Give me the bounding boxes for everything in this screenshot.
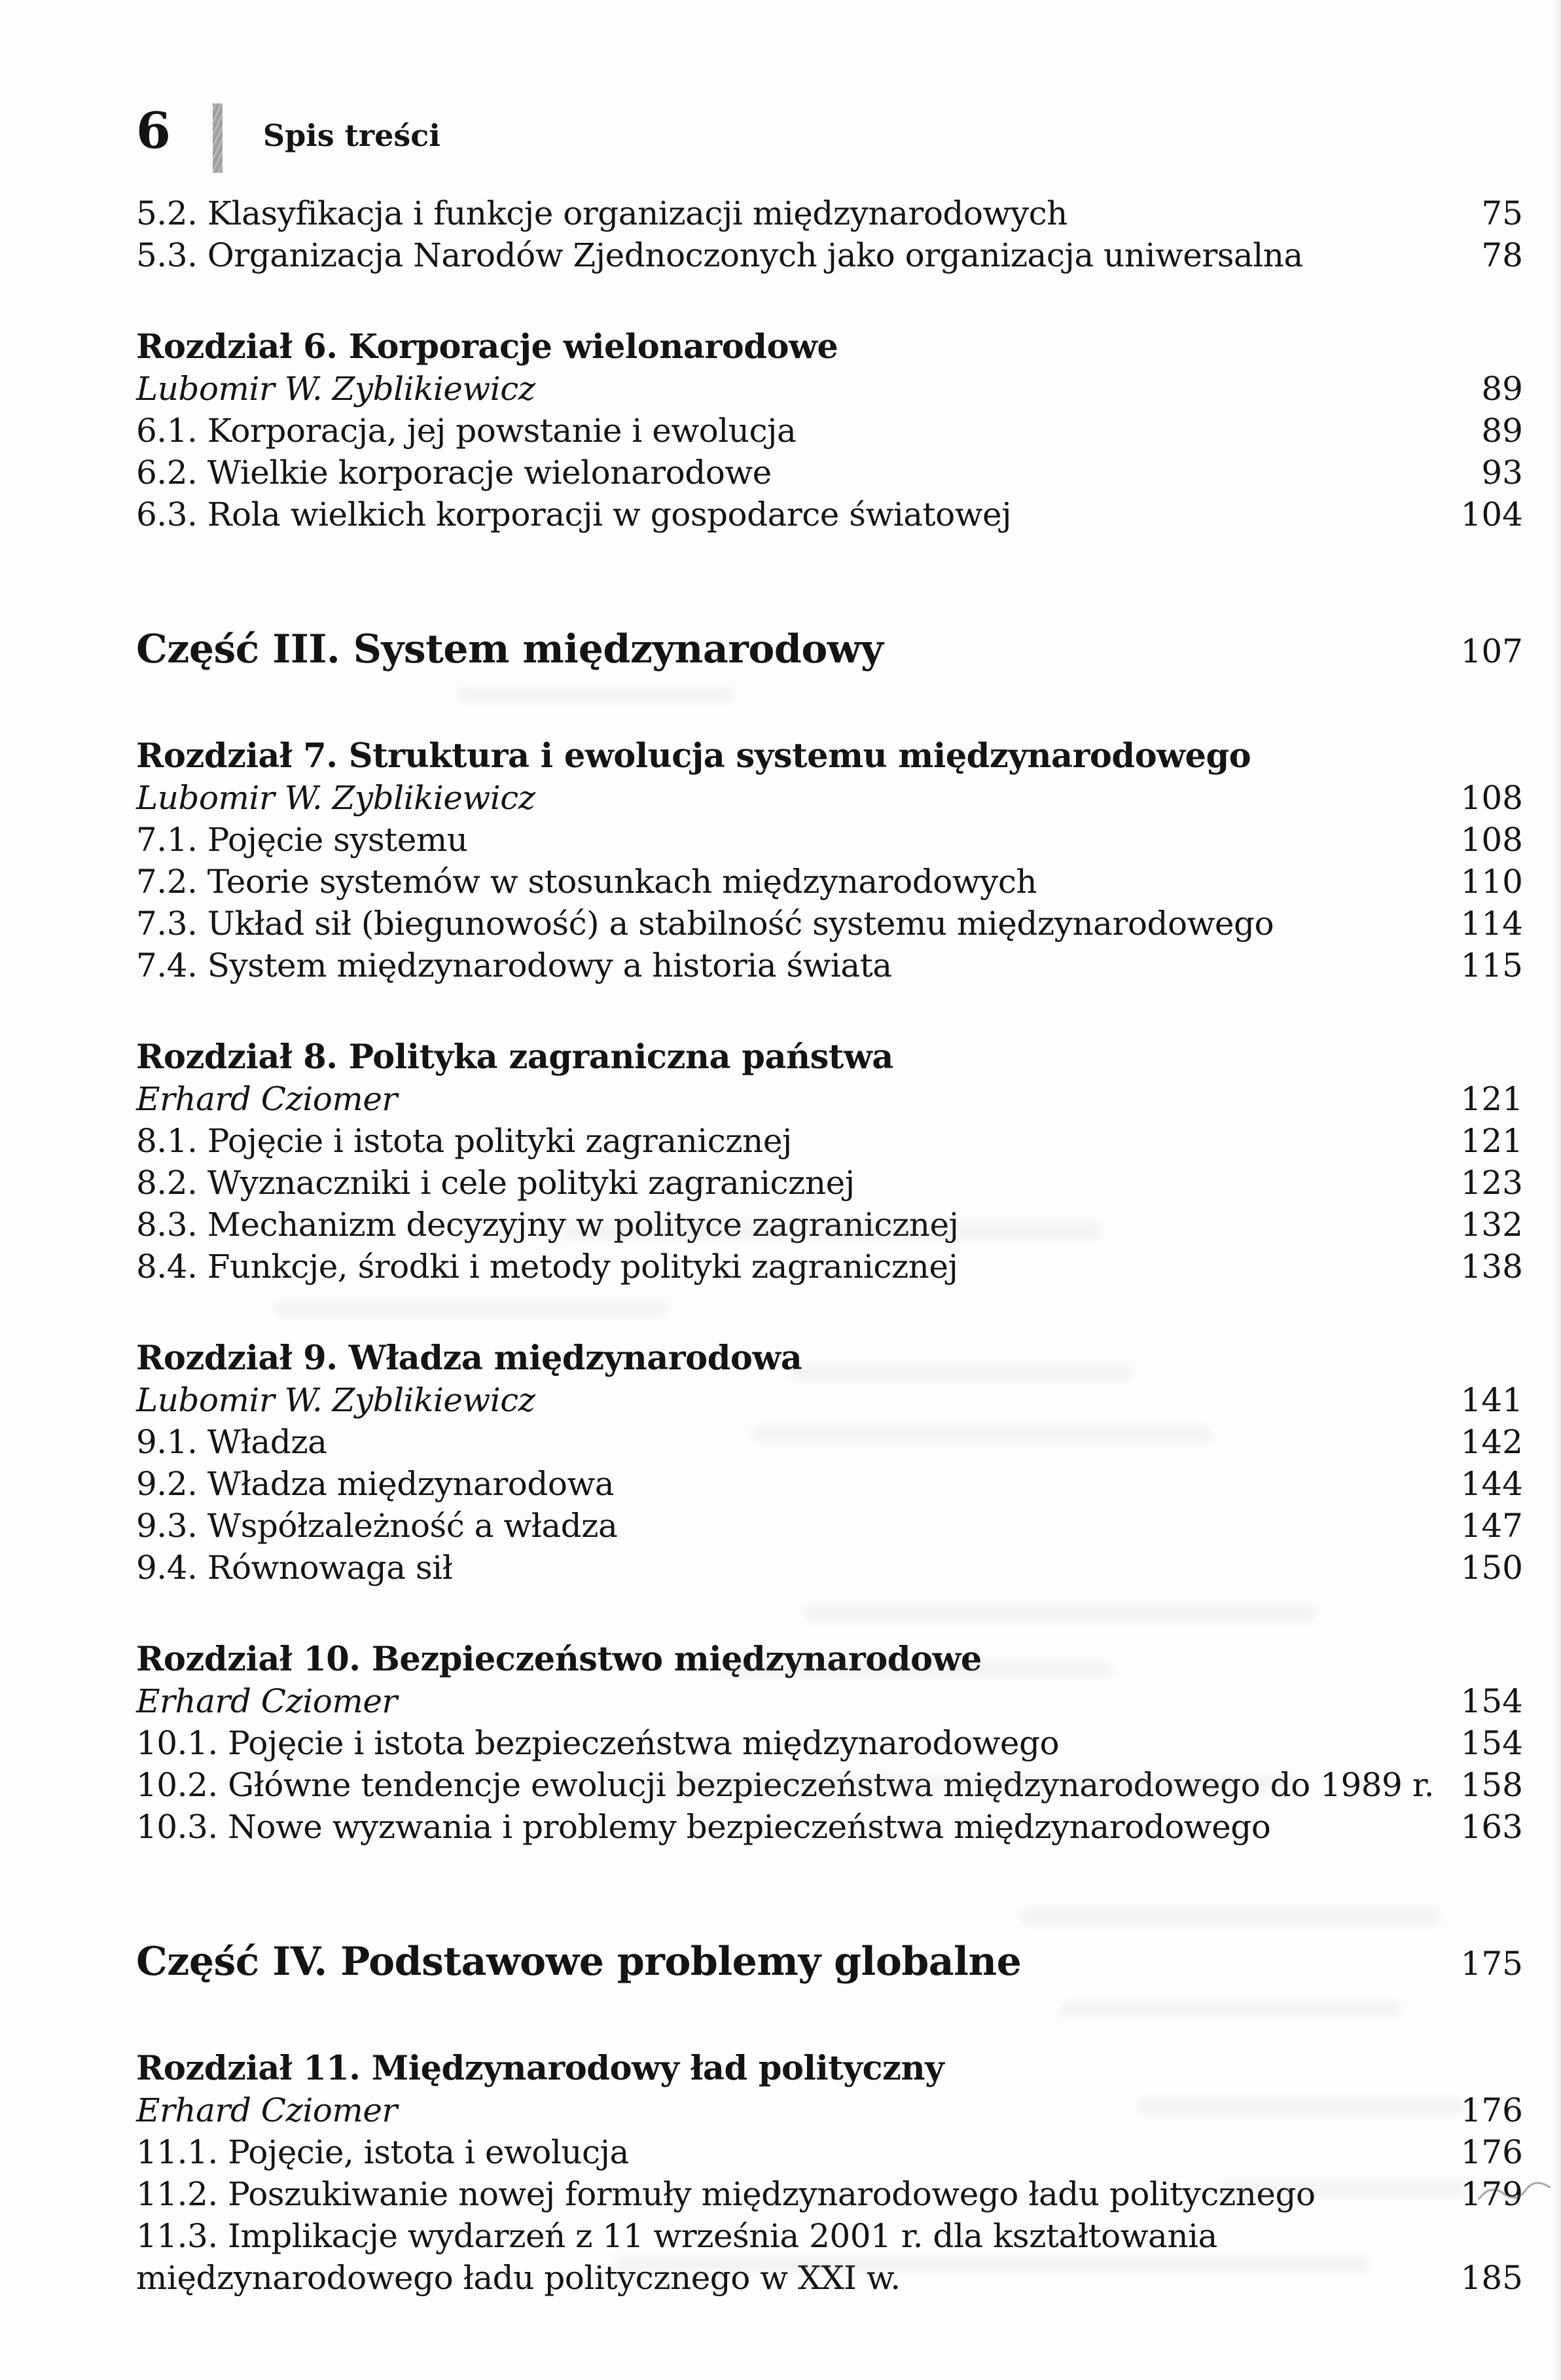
- toc-entry: [136, 1204, 1523, 1246]
- toc-entry-label: międzynarodowego ładu politycznego w XXI w.: [136, 2259, 901, 2297]
- toc-entry-label: 11.3. Implikacje wydarzeń z 11 września 2001 r. dla kształtowania: [136, 2217, 1217, 2255]
- page-ref: 121: [1460, 1122, 1523, 1160]
- toc-part-heading-label: Część III. System międzynarodowy: [136, 626, 884, 672]
- page-ref: 78: [1481, 236, 1523, 274]
- toc-entry-label: 5.3. Organizacja Narodów Zjednoczonych jako organizacja uniwersalna: [136, 236, 1303, 274]
- toc-chapter-heading: [136, 1036, 1523, 1078]
- toc-chapter-heading: [136, 1337, 1523, 1379]
- toc-author: [136, 2089, 1523, 2131]
- toc-entry: [136, 452, 1523, 494]
- toc-entry-label: 11.1. Pojęcie, istota i ewolucja: [136, 2133, 629, 2171]
- toc-entry: [136, 2215, 1523, 2257]
- toc-entry-label: 8.3. Mechanizm decyzyjny w polityce zagranicznej: [136, 1206, 959, 1244]
- header-divider-bar: [213, 103, 223, 173]
- page-ref: 154: [1460, 1682, 1523, 1720]
- page-ref: 158: [1460, 1766, 1523, 1804]
- toc-entry: [136, 192, 1523, 234]
- toc-entry: [136, 1246, 1523, 1288]
- toc-entry: [136, 1722, 1523, 1764]
- toc-entry: [136, 410, 1523, 452]
- toc-entry-label: 7.3. Układ sił (biegunowość) a stabilność systemu międzynarodowego: [136, 905, 1274, 943]
- toc-chapter-heading: [136, 735, 1523, 777]
- page-ref: 163: [1460, 1808, 1523, 1846]
- scan-edge-shadow: [1553, 0, 1561, 2380]
- toc-entry: [136, 1463, 1523, 1505]
- page-title: Spis treści: [262, 118, 440, 153]
- page-ref: 104: [1460, 496, 1523, 533]
- page-ref: 93: [1481, 454, 1523, 492]
- toc-entry: [136, 945, 1523, 986]
- toc-chapter-heading: [136, 326, 1523, 368]
- toc-entry-label: 6.3. Rola wielkich korporacji w gospodarce światowej: [136, 496, 1012, 533]
- toc-author-label: Lubomir W. Zyblikiewicz: [136, 370, 535, 408]
- page-ref: 150: [1460, 1549, 1523, 1587]
- toc-entry: [136, 2173, 1523, 2215]
- toc-chapter-heading-label: Rozdział 11. Międzynarodowy ład polityczny: [136, 2049, 944, 2088]
- page-ref: 185: [1460, 2259, 1523, 2297]
- toc-author: [136, 777, 1523, 819]
- toc-chapter-heading: [136, 2047, 1523, 2089]
- toc-chapter-heading-label: Rozdział 7. Struktura i ewolucja systemu międzynarodowego: [136, 736, 1251, 776]
- toc-entry-label: 10.1. Pojęcie i istota bezpieczeństwa międzynarodowego: [136, 1724, 1060, 1762]
- toc-entry-label: 10.3. Nowe wyzwania i problemy bezpieczeństwa międzynarodowego: [136, 1808, 1271, 1846]
- toc-part-heading: [136, 624, 1523, 676]
- page-ref: 176: [1460, 2133, 1523, 2171]
- toc-entry: [136, 234, 1523, 276]
- toc-entry-label: 9.1. Władza: [136, 1423, 327, 1461]
- toc-author: [136, 1680, 1523, 1722]
- page-ref: 138: [1460, 1248, 1523, 1286]
- page-ref: 121: [1460, 1080, 1523, 1118]
- toc-entry-label: 9.3. Współzależność a władza: [136, 1507, 618, 1545]
- page-ref: 110: [1460, 863, 1523, 901]
- toc-entry-label: 11.2. Poszukiwanie nowej formuły międzynarodowego ładu politycznego: [136, 2175, 1316, 2213]
- page-ref: 108: [1460, 821, 1523, 859]
- page-ref: 107: [1460, 632, 1523, 670]
- page-ref: 89: [1481, 412, 1523, 450]
- page-ref: 142: [1460, 1423, 1523, 1461]
- toc-chapter-heading-label: Rozdział 9. Władza międzynarodowa: [136, 1339, 802, 1378]
- toc-entry-label: 7.2. Teorie systemów w stosunkach międzynarodowych: [136, 863, 1037, 901]
- page-number: 6: [136, 101, 171, 160]
- page-ref: 115: [1460, 947, 1523, 984]
- toc-author: [136, 1078, 1523, 1120]
- toc-part-heading: [136, 1937, 1523, 1989]
- toc-entry: [136, 494, 1523, 535]
- toc-entry-label: 7.1. Pojęcie systemu: [136, 821, 468, 859]
- toc-entry: [136, 1547, 1523, 1589]
- toc-entry-label: 9.2. Władza międzynarodowa: [136, 1465, 615, 1503]
- toc-entry: [136, 1162, 1523, 1204]
- toc-entry-label: 5.2. Klasyfikacja i funkcje organizacji międzynarodowych: [136, 194, 1068, 232]
- toc-entry: [136, 1806, 1523, 1848]
- toc-part-heading-label: Część IV. Podstawowe problemy globalne: [136, 1939, 1022, 1985]
- toc-entry: [136, 819, 1523, 861]
- page-ref: 89: [1481, 370, 1523, 408]
- page-ref: 147: [1460, 1507, 1523, 1545]
- toc-author-label: Lubomir W. Zyblikiewicz: [136, 779, 535, 817]
- toc-chapter-heading: [136, 1638, 1523, 1680]
- page-ref: 176: [1460, 2091, 1523, 2129]
- toc-entry: [136, 903, 1523, 945]
- toc-entry: [136, 1120, 1523, 1162]
- page-header: [136, 103, 1523, 173]
- toc-entry: [136, 1764, 1523, 1806]
- pencil-mark-artifact: [1476, 2180, 1554, 2206]
- page-ref: 154: [1460, 1724, 1523, 1762]
- toc-entry-label: 8.2. Wyznaczniki i cele polityki zagranicznej: [136, 1164, 855, 1202]
- toc-entry-label: 7.4. System międzynarodowy a historia świata: [136, 947, 892, 984]
- toc-author: [136, 1379, 1523, 1421]
- toc-list: [136, 192, 1523, 2299]
- page-ref: 114: [1460, 905, 1523, 943]
- toc-entry-label: 6.1. Korporacja, jej powstanie i ewolucja: [136, 412, 797, 450]
- toc-chapter-heading-label: Rozdział 6. Korporacje wielonarodowe: [136, 327, 838, 367]
- page-ref: 75: [1481, 194, 1523, 232]
- toc-author-label: Lubomir W. Zyblikiewicz: [136, 1381, 535, 1419]
- page-ref: 108: [1460, 779, 1523, 817]
- toc-author-label: Erhard Cziomer: [136, 1080, 397, 1118]
- toc-chapter-heading-label: Rozdział 8. Polityka zagraniczna państwa: [136, 1037, 893, 1077]
- toc-entry: [136, 1421, 1523, 1463]
- page-ref: 123: [1460, 1164, 1523, 1202]
- toc-author-label: Erhard Cziomer: [136, 1682, 397, 1720]
- page-ref: 144: [1460, 1465, 1523, 1503]
- toc-author: [136, 368, 1523, 410]
- toc-entry-label: 9.4. Równowaga sił: [136, 1549, 453, 1587]
- toc-chapter-heading-label: Rozdział 10. Bezpieczeństwo międzynarodowe: [136, 1640, 982, 1679]
- page-ref: 175: [1460, 1945, 1523, 1983]
- toc-entry-label: 10.2. Główne tendencje ewolucji bezpieczeństwa międzynarodowego do 1989 r.: [136, 1766, 1435, 1804]
- toc-entry-label: 8.4. Funkcje, środki i metody polityki zagranicznej: [136, 1248, 958, 1286]
- toc-entry-label: 8.1. Pojęcie i istota polityki zagranicznej: [136, 1122, 792, 1160]
- toc-entry: [136, 1505, 1523, 1547]
- toc-entry: [136, 2131, 1523, 2173]
- toc-entry: [136, 2257, 1523, 2299]
- page-ref: 141: [1460, 1381, 1523, 1419]
- page-ref: 132: [1460, 1206, 1523, 1244]
- toc-entry: [136, 861, 1523, 903]
- page-ref: 179: [1460, 2175, 1523, 2213]
- toc-entry-label: 6.2. Wielkie korporacje wielonarodowe: [136, 454, 772, 492]
- toc-author-label: Erhard Cziomer: [136, 2091, 397, 2129]
